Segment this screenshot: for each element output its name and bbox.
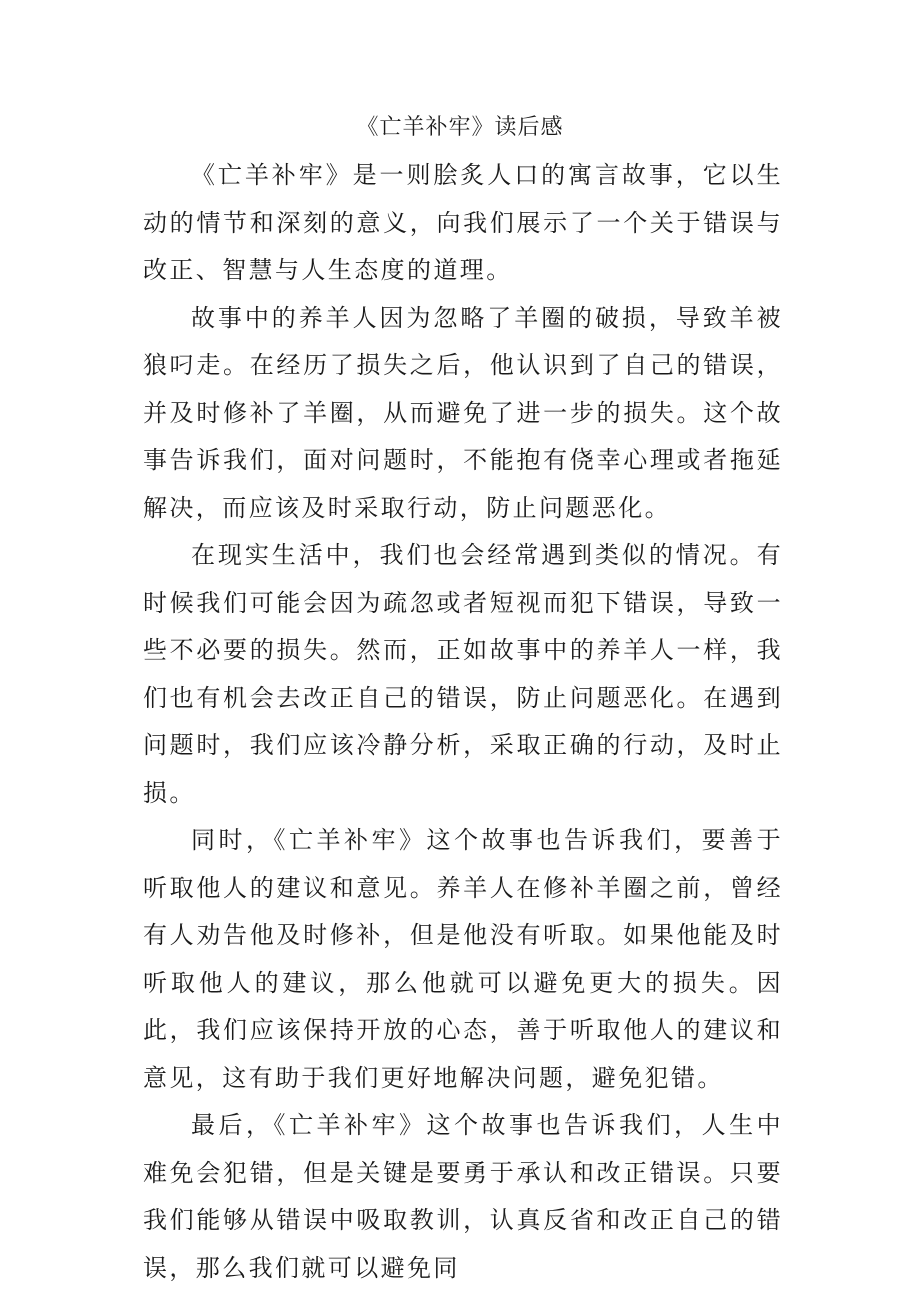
- paragraph-conclusion: 最后，《亡羊补牢》这个故事也告诉我们，人生中难免会犯错，但是关键是要勇于承认和改正错误。只要我们能够从错误中吸取教训，认真反省和改正自己的错误，那么我们就可以避免同: [143, 1111, 783, 1282]
- document-title: 《亡羊补牢》读后感: [356, 115, 564, 140]
- paragraph-advice: 同时，《亡羊补牢》这个故事也告诉我们，要善于听取他人的建议和意见。养羊人在修补羊圈之前，曾经有人劝告他及时修补，但是他没有听取。如果他能及时听取他人的建议，那么他就可以避免更大的损失。因此，我们应该保持开放的心态，善于听取他人的建议和意见，这有助于我们更好地解决问题，避免犯错。: [143, 826, 783, 1092]
- document-body: [143, 152, 783, 1292]
- paragraph-story: 故事中的养羊人因为忽略了羊圈的破损，导致羊被狼叼走。在经历了损失之后，他认识到了自己的错误，并及时修补了羊圈，从而避免了进一步的损失。这个故事告诉我们，面对问题时，不能抱有侥幸心理或者拖延解决，而应该及时采取行动，防止问题恶化。: [143, 303, 783, 522]
- paragraph-real-life: 在现实生活中，我们也会经常遇到类似的情况。有时候我们可能会因为疏忽或者短视而犯下错误，导致一些不必要的损失。然而，正如故事中的养羊人一样，我们也有机会去改正自己的错误，防止问题恶化。在遇到问题时，我们应该冷静分析，采取正确的行动，及时止损。: [143, 541, 783, 807]
- paragraph-intro: 《亡羊补牢》是一则脍炙人口的寓言故事，它以生动的情节和深刻的意义，向我们展示了一个关于错误与改正、智慧与人生态度的道理。: [143, 161, 783, 284]
